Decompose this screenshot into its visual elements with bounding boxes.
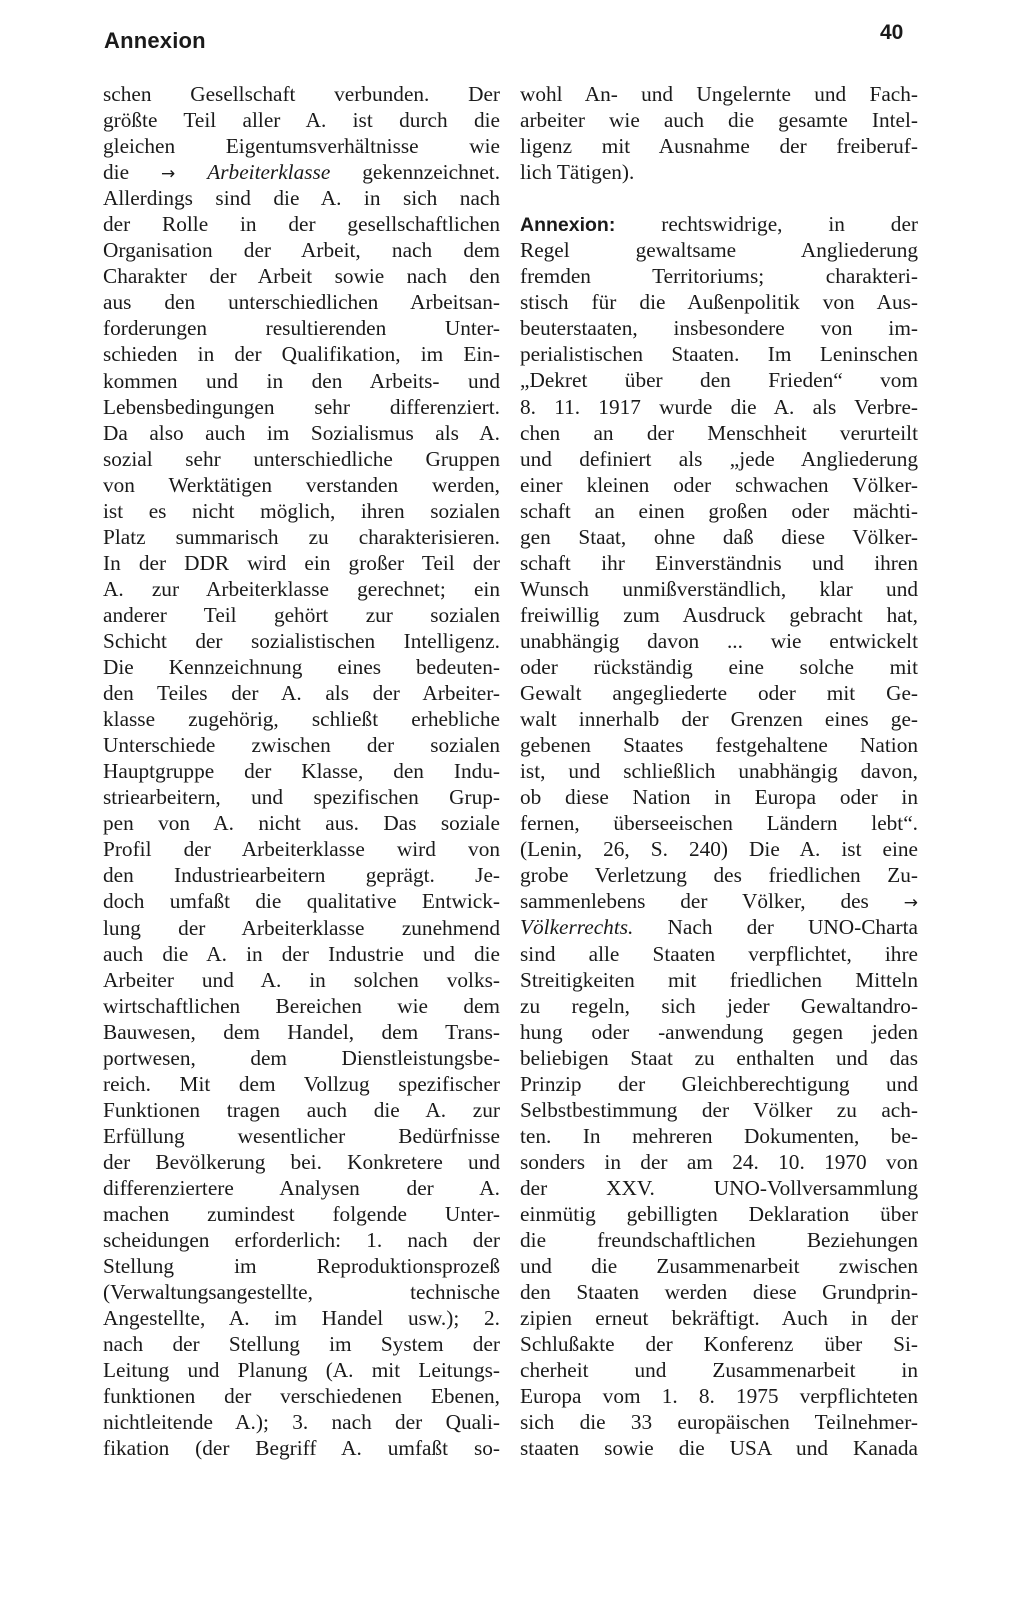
text-line: kommen und in den Arbeits- und [103,368,500,393]
text-line: einer kleinen oder schwachen Völker- [520,472,918,497]
text-line: beliebigen Staat zu enthalten und das [520,1045,918,1070]
text-line: nichtleitende A.); 3. nach der Quali- [103,1410,500,1435]
text-line: Gewalt angegliederte oder mit Ge- [520,681,918,706]
text-line: sich die 33 europäischen Teilnehmer- [520,1410,918,1435]
text-line: Hauptgruppe der Klasse, den Indu- [103,759,500,784]
text-line: ist, und schließlich unabhängig davon, [520,759,918,784]
text-line: (Lenin, 26, S. 240) Die A. ist eine [520,837,918,862]
text-line: Platz summarisch zu charakterisieren. [103,524,500,549]
text-line: sozial sehr unterschiedliche Gruppen [103,446,500,471]
text-line: größte Teil aller A. ist durch die [103,108,500,133]
text-line: zipien erneut bekräftigt. Auch in der [520,1306,918,1331]
text-line: funktionen der verschiedenen Ebenen, [103,1384,500,1409]
text-line: zu regeln, sich jeder Gewaltandro- [520,993,918,1018]
text-line: fernen, überseeischen Ländern lebt“. [520,811,918,836]
text-line: auch die A. in der Industrie und die [103,941,500,966]
text-line: portwesen, dem Dienstleistungsbe- [103,1045,500,1070]
text-line: von Werktätigen verstanden werden, [103,472,500,497]
page-number: 40 [880,21,904,44]
text-line: Die Kennzeichnung eines bedeuten- [103,655,500,680]
text-line: walt innerhalb der Grenzen eines ge- [520,707,918,732]
text-line: Stellung im Reproduktionsprozeß [103,1254,500,1279]
cross-reference-arrow-icon: → [161,164,176,185]
text-line: ob diese Nation in Europa oder in [520,785,918,810]
text-line: beuterstaaten, insbesondere von im- [520,316,918,341]
text-line: Schlußakte der Konferenz über Si- [520,1332,918,1357]
text-line: oder rückständig eine solche mit [520,654,918,679]
entry-heading: Annexion: [520,214,616,237]
text-line: schieden in der Qualifikation, im Ein- [103,342,500,367]
text-line: lich Tätigen). [520,160,635,185]
text-line-with-reference [103,159,500,185]
text-line: Charakter der Arbeit sowie nach den [103,264,500,289]
text-fragment: sammenlebens der Völker, des [520,889,869,914]
text-line: arbeiter wie auch die gesamte Intel- [520,108,918,133]
text-line: gebenen Staates festgehaltene Nation [520,733,918,758]
text-line: pen von A. nicht aus. Das soziale [103,811,500,836]
text-line: chen an der Menschheit verurteilt [520,420,918,445]
text-line: (Verwaltungsangestellte, technische [103,1280,500,1305]
text-fragment: gekennzeichnet. [362,160,500,185]
text-line: Lebensbedingungen sehr differenziert. [103,394,500,419]
text-line: Da also auch im Sozialismus als A. [103,420,500,445]
text-line: Selbstbestimmung der Völker zu ach- [520,1097,918,1122]
text-line: aus den unterschiedlichen Arbeitsan- [103,290,500,315]
text-line: der XXV. UNO-Vollversammlung [520,1175,918,1200]
text-line: stisch für die Außenpolitik von Aus- [520,290,918,315]
text-line: Bauwesen, dem Handel, dem Trans- [103,1019,500,1044]
cross-reference-link[interactable]: Völkerrechts. [520,915,634,940]
text-line: Prinzip der Gleichberechtigung und [520,1071,918,1096]
text-line: Funktionen tragen auch die A. zur [103,1097,500,1122]
text-line: Wunsch unmißverständlich, klar und [520,576,918,601]
text-line: lung der Arbeiterklasse zunehmend [103,915,500,940]
text-line: klasse zugehörig, schließt erhebliche [103,707,500,732]
text-line-with-reference [520,914,918,940]
text-line: und die Zusammenarbeit zwischen [520,1254,918,1279]
text-line: den Staaten werden diese Grundprin- [520,1280,918,1305]
text-fragment: rechtswidrige, in der [661,212,918,237]
text-line: differenziertere Analysen der A. [103,1175,500,1200]
text-line: fikation (der Begriff A. umfaßt so- [103,1436,500,1461]
text-line: perialistischen Staaten. Im Leninschen [520,342,918,367]
text-line: gleichen Eigentumsverhältnisse wie [103,134,500,159]
text-line: der Rolle in der gesellschaftlichen [103,212,500,237]
text-line: doch umfaßt die qualitative Entwick- [103,889,500,914]
text-line: ist es nicht möglich, ihren sozialen [103,498,500,523]
text-line: schen Gesellschaft verbunden. Der [103,82,500,106]
text-line: forderungen resultierenden Unter- [103,316,500,341]
text-line: schaft an einen großen oder mächti- [520,498,918,523]
text-line: grobe Verletzung des friedlichen Zu- [520,863,918,888]
text-line: Regel gewaltsame Angliederung [520,238,918,263]
text-line: striearbeitern, und spezifischen Grup- [103,785,500,810]
text-line: A. zur Arbeiterklasse gerechnet; ein [103,576,500,601]
text-line: einmütig gebilligten Deklaration über [520,1201,918,1226]
text-line: hung oder -anwendung gegen jeden [520,1019,918,1044]
cross-reference-link[interactable]: Arbeiterklasse [207,160,331,185]
text-line: ten. In mehreren Dokumenten, be- [520,1123,918,1148]
text-line: Allerdings sind die A. in sich nach [103,186,500,211]
left-column [103,81,500,1461]
text-line-with-reference [520,888,918,914]
text-line: Schicht der sozialistischen Intelligenz. [103,628,500,653]
text-line: den Teiles der A. als der Arbeiter- [103,681,500,706]
text-line: In der DDR wird ein großer Teil der [103,550,500,575]
text-line: und definiert als „jede Angliederung [520,446,918,471]
text-line: anderer Teil gehört zur sozialen [103,602,500,627]
text-line: Streitigkeiten mit friedlichen Mitteln [520,967,918,992]
text-line: fremden Territoriums; charakteri- [520,264,918,289]
text-line: wohl An- und Ungelernte und Fach- [520,82,918,106]
text-line: Europa vom 1. 8. 1975 verpflichteten [520,1384,918,1409]
page-header-title: Annexion [104,28,206,53]
entry-start-line [520,211,918,237]
text-line: unabhängig davon ... wie entwickelt [520,628,918,653]
text-line: sind alle Staaten verpflichtet, ihre [520,941,918,966]
text-line: „Dekret über den Frieden“ vom [520,368,918,393]
text-line: reich. Mit dem Vollzug spezifischer [103,1071,500,1096]
text-line: den Industriearbeitern geprägt. Je- [103,863,500,888]
text-line: gen Staat, ohne daß diese Völker- [520,524,918,549]
text-line: Leitung und Planung (A. mit Leitungs- [103,1358,500,1383]
text-line: Profil der Arbeiterklasse wird von [103,837,500,862]
text-line: Angestellte, A. im Handel usw.); 2. [103,1306,500,1331]
text-line: scheidungen erforderlich: 1. nach der [103,1228,500,1253]
text-line: der Bevölkerung bei. Konkretere und [103,1149,500,1174]
text-line: Erfüllung wesentlicher Bedürfnisse [103,1123,500,1148]
text-line: machen zumindest folgende Unter- [103,1202,500,1227]
text-line: 8. 11. 1917 wurde die A. als Verbre- [520,394,918,419]
text-fragment: Nach der UNO-Charta [667,915,918,940]
text-line: Unterschiede zwischen der sozialen [103,733,500,758]
text-fragment: die [103,160,130,185]
text-line: sonders in der am 24. 10. 1970 von [520,1149,918,1174]
text-line: wirtschaftlichen Bereichen wie dem [103,993,500,1018]
cross-reference-arrow-icon: → [903,893,918,914]
text-line: staaten sowie die USA und Kanada [520,1436,918,1461]
right-column [520,81,918,1461]
text-line: Arbeiter und A. in solchen volks- [103,967,500,992]
paragraph-gap [520,185,918,211]
text-line: ligenz mit Ausnahme der freiberuf- [520,134,918,159]
text-line: freiwillig zum Ausdruck gebracht hat, [520,602,918,627]
text-line: nach der Stellung im System der [103,1332,500,1357]
text-line: cherheit und Zusammenarbeit in [520,1358,918,1383]
text-line: die freundschaftlichen Beziehungen [520,1228,918,1253]
text-line: Organisation der Arbeit, nach dem [103,238,500,263]
text-line: schaft ihr Einverständnis und ihren [520,550,918,575]
